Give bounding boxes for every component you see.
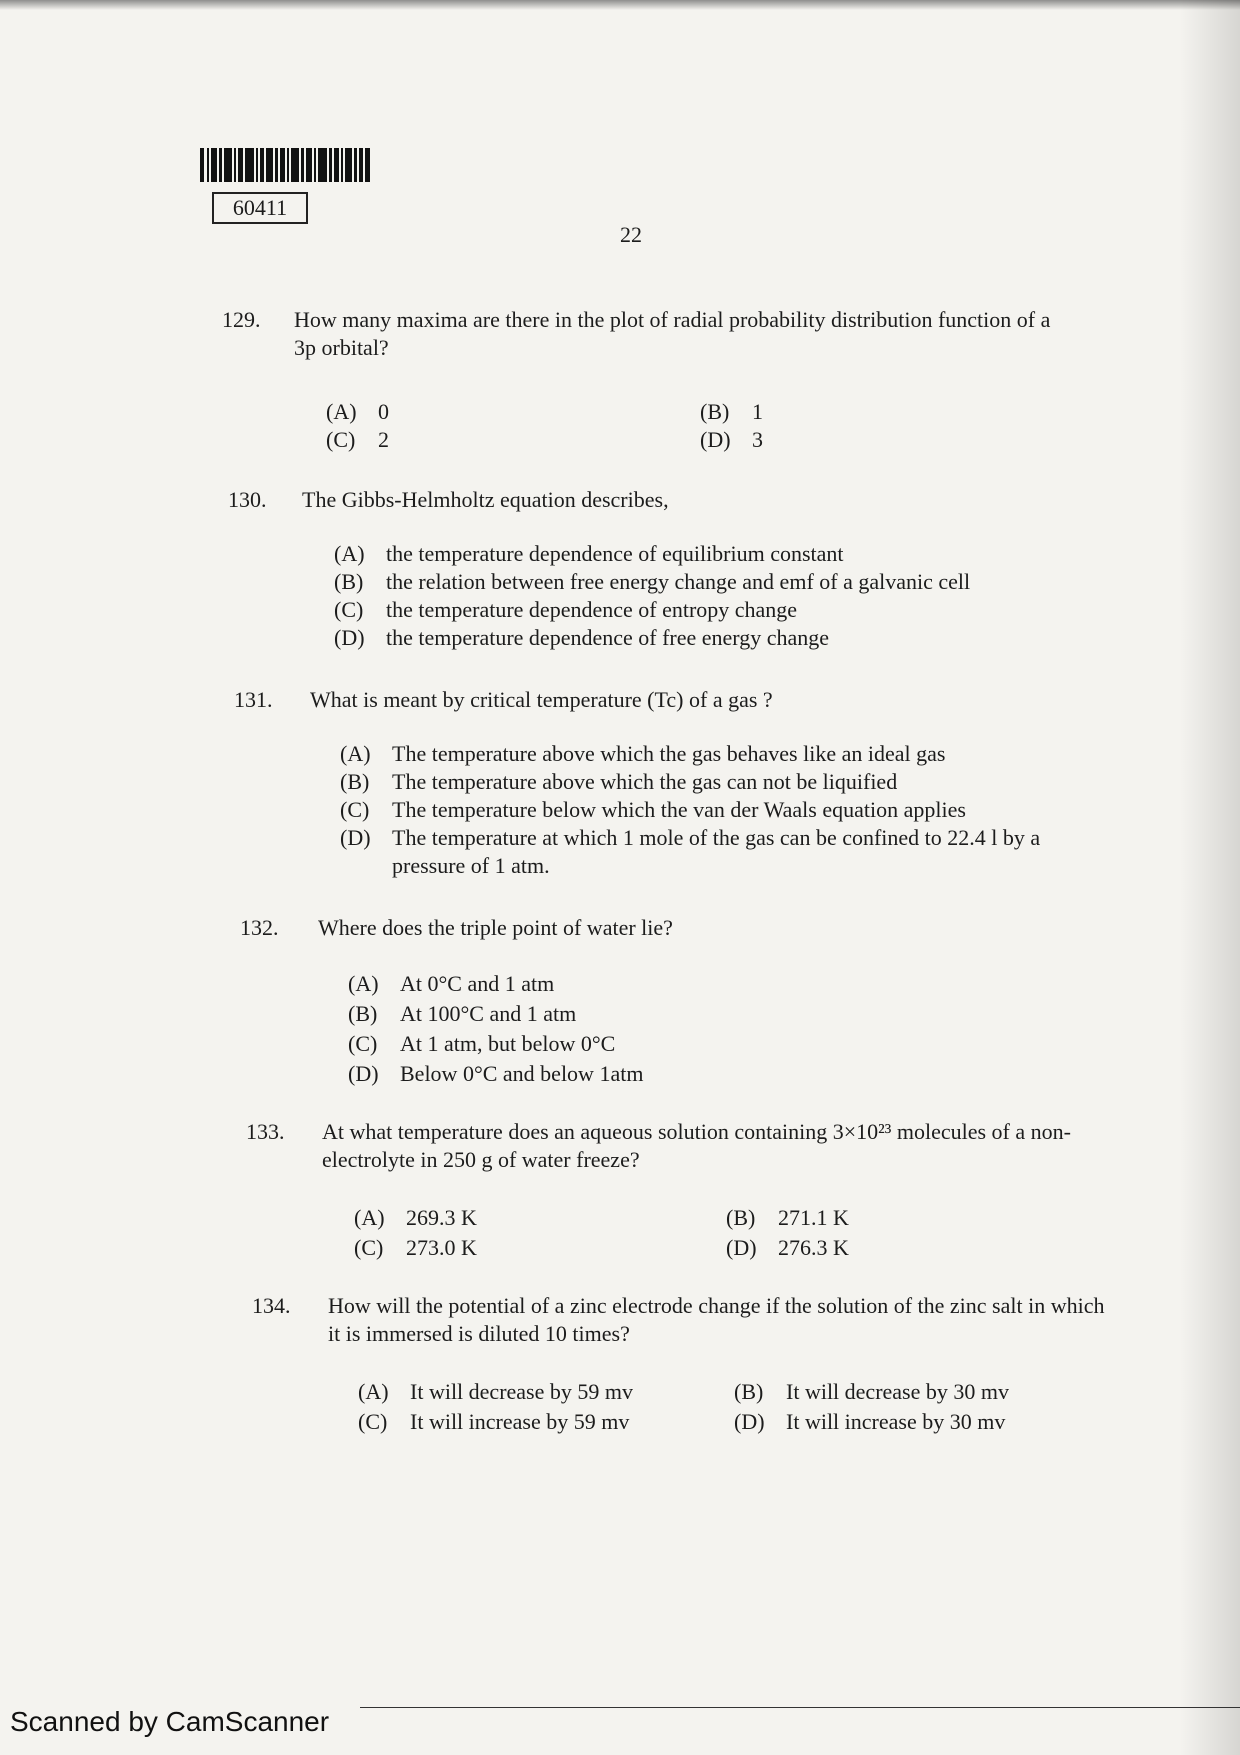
question-134 [252,1292,1112,1352]
option-letter: (C) [334,597,364,622]
option-b [348,1000,576,1028]
option-c [348,1030,615,1058]
option-b [734,1378,1009,1406]
option-letter: (A) [340,741,371,766]
option-text: The temperature above which the gas behaves like an ideal gas [392,741,946,766]
option-d [734,1408,1005,1436]
option-c [340,796,966,824]
option-text: the temperature dependence of equilibrium constant [386,541,844,566]
question-text: What is meant by critical temperature (Tc) of a gas ? [310,687,773,712]
question-number: 129. [222,307,261,332]
option-d [334,624,829,652]
option-text: It will increase by 30 mv [786,1409,1006,1434]
page-number: 22 [620,222,642,247]
option-text: It will decrease by 59 mv [410,1379,633,1404]
option-letter: (B) [734,1379,764,1404]
option-b [726,1204,849,1232]
question-text: The Gibbs-Helmholtz equation describes, [302,487,669,512]
question-text: Where does the triple point of water lie? [318,915,673,940]
question-130 [228,486,1088,516]
option-text: It will decrease by 30 mv [786,1379,1009,1404]
option-c [354,1234,477,1262]
option-letter: (A) [354,1205,385,1230]
option-text: the relation between free energy change and emf of a galvanic cell [386,569,971,594]
option-c [334,596,797,624]
question-133 [246,1118,1106,1178]
option-text: 276.3 K [778,1235,849,1260]
option-letter: (A) [334,541,365,566]
question-number: 134. [252,1293,291,1318]
question-number: 133. [246,1119,285,1144]
option-text: 3 [752,427,763,452]
option-letter: (C) [354,1235,384,1260]
option-letter: (D) [348,1061,379,1086]
option-c [358,1408,629,1436]
question-132 [240,914,1100,944]
option-a [340,740,945,768]
option-text: 2 [378,427,389,452]
booklet-code: 60411 [212,192,308,224]
option-d [700,426,763,454]
option-text: The temperature above which the gas can not be liquified [392,769,898,794]
scanned-by-watermark: Scanned by CamScanner [10,1706,330,1737]
option-text: 269.3 K [406,1205,477,1230]
question-number: 131. [234,687,273,712]
option-letter: (A) [348,971,379,996]
option-text: At 1 atm, but below 0°C [400,1031,616,1056]
option-a [326,398,389,426]
option-text: 271.1 K [778,1205,849,1230]
option-a [348,970,554,998]
option-letter: (B) [334,569,364,594]
option-letter: (B) [348,1001,378,1026]
barcode-image [200,148,370,182]
question-text: How will the potential of a zinc electrode change if the solution of the zinc salt in which it is immersed is diluted 10 times? [328,1293,1105,1346]
option-a [354,1204,477,1232]
option-a [334,540,844,568]
option-text: Below 0°C and below 1atm [400,1061,644,1086]
option-letter: (C) [348,1031,378,1056]
option-letter: (D) [340,825,371,850]
option-letter: (C) [326,427,356,452]
question-131 [234,686,1094,716]
option-letter: (A) [358,1379,389,1404]
option-text: At 0°C and 1 atm [400,971,555,996]
option-letter: (C) [358,1409,388,1434]
option-letter: (D) [734,1409,765,1434]
question-number: 132. [240,915,279,940]
option-c [326,426,389,454]
footer-divider [360,1707,1240,1708]
option-letter: (A) [326,399,357,424]
scan-page-shadow [1180,0,1240,1755]
option-text: the temperature dependence of free energy change [386,625,830,650]
option-text: 0 [378,399,389,424]
option-text: The temperature at which 1 mole of the gas can be confined to 22.4 l by a pressure of 1 atm. [392,825,1041,878]
option-text: the temperature dependence of entropy change [386,597,798,622]
option-letter: (B) [340,769,370,794]
option-a [358,1378,633,1406]
question-text: At what temperature does an aqueous solution containing 3×10²³ molecules of a non-electrolyte in 250 g of water freeze? [322,1119,1071,1172]
option-d [348,1060,643,1088]
option-letter: (D) [334,625,365,650]
question-number: 130. [228,487,267,512]
option-d [340,824,1072,880]
option-letter: (C) [340,797,370,822]
option-d [726,1234,849,1262]
option-b [700,398,763,426]
option-b [340,768,897,796]
option-letter: (B) [726,1205,756,1230]
option-text: It will increase by 59 mv [410,1409,630,1434]
question-text: How many maxima are there in the plot of radial probability distribution function of a 3p orbital? [294,307,1051,360]
option-letter: (B) [700,399,730,424]
option-text: The temperature below which the van der Waals equation applies [392,797,966,822]
option-b [334,568,970,596]
option-letter: (D) [700,427,731,452]
option-text: 1 [752,399,763,424]
option-text: 273.0 K [406,1235,477,1260]
option-text: At 100°C and 1 atm [400,1001,577,1026]
scan-top-edge [0,0,1240,10]
option-letter: (D) [726,1235,757,1260]
